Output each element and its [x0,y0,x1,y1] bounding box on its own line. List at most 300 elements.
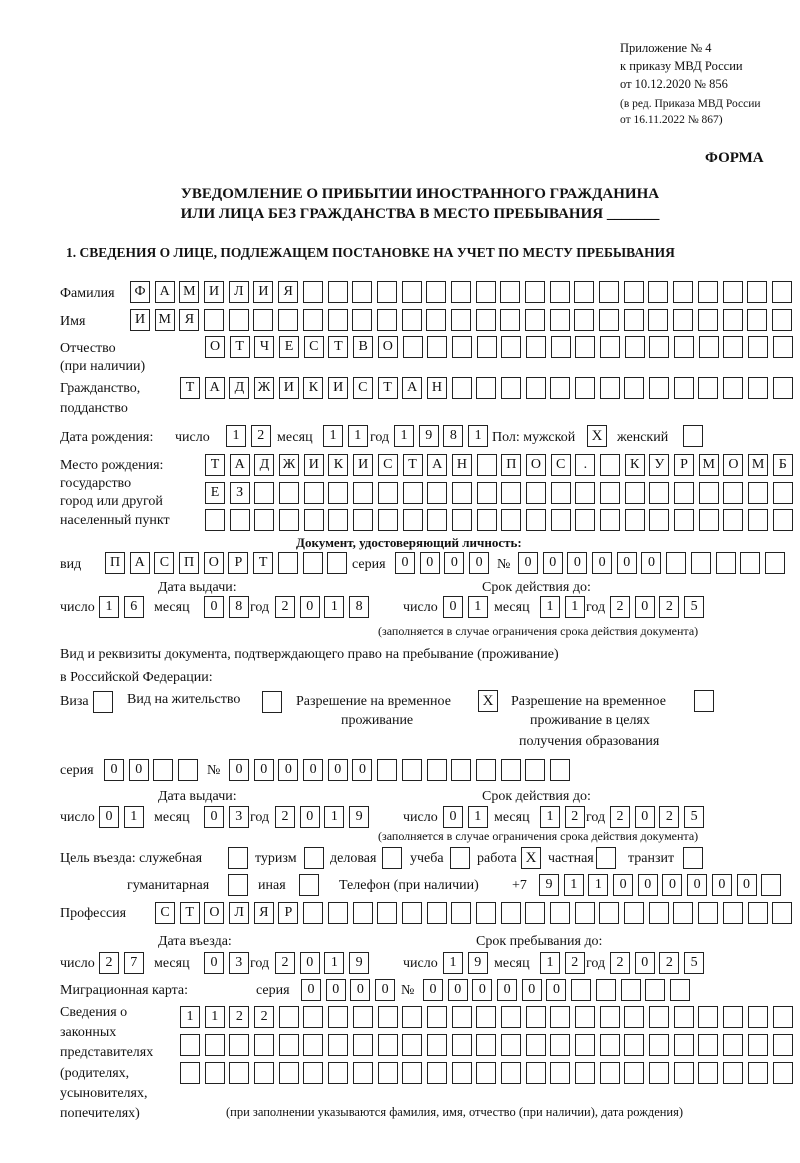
char-cell[interactable] [230,509,250,531]
char-cell[interactable] [501,902,521,924]
char-cell[interactable] [501,1062,521,1084]
char-cell[interactable] [304,482,324,504]
char-cell[interactable] [304,509,324,531]
char-cell[interactable] [254,1034,274,1056]
char-cell[interactable]: 1 [540,952,560,974]
char-cell[interactable] [476,309,496,331]
char-cell[interactable]: И [253,281,273,303]
char-cell[interactable] [699,482,719,504]
char-cell[interactable] [600,1034,620,1056]
char-cell[interactable]: Л [229,902,249,924]
char-cell[interactable]: И [279,377,299,399]
char-cell[interactable] [574,281,594,303]
char-cell[interactable]: Я [179,309,199,331]
char-cell[interactable]: 0 [522,979,542,1001]
permit-valid-year-field[interactable] [610,806,704,828]
char-cell[interactable] [674,1034,694,1056]
char-cell[interactable] [526,1034,546,1056]
char-cell[interactable]: 1 [394,425,414,447]
char-cell[interactable] [378,482,398,504]
char-cell[interactable]: 1 [99,596,119,618]
id-series-field[interactable] [395,552,489,574]
char-cell[interactable] [526,336,546,358]
char-cell[interactable]: 0 [638,874,658,896]
char-cell[interactable]: Т [205,454,225,476]
char-cell[interactable] [648,281,668,303]
char-cell[interactable] [748,336,768,358]
char-cell[interactable] [501,759,521,781]
char-cell[interactable] [279,1034,299,1056]
permit-valid-day-field[interactable] [443,806,488,828]
char-cell[interactable] [716,552,736,574]
char-cell[interactable] [501,482,521,504]
surname-field[interactable] [130,281,792,303]
char-cell[interactable]: 0 [204,952,224,974]
char-cell[interactable] [674,1062,694,1084]
migration-number-field[interactable] [423,979,690,1001]
char-cell[interactable]: 0 [328,759,348,781]
char-cell[interactable] [600,336,620,358]
char-cell[interactable] [698,1034,718,1056]
char-cell[interactable] [575,482,595,504]
sex-male-checkbox[interactable]: X [587,425,607,447]
char-cell[interactable] [253,309,273,331]
char-cell[interactable] [352,281,372,303]
char-cell[interactable] [551,336,571,358]
char-cell[interactable] [551,482,571,504]
char-cell[interactable]: Д [229,377,249,399]
char-cell[interactable] [674,482,694,504]
char-cell[interactable]: 0 [613,874,633,896]
char-cell[interactable] [723,1006,743,1028]
purpose-study-checkbox[interactable] [450,847,470,869]
char-cell[interactable] [624,1006,644,1028]
char-cell[interactable] [575,509,595,531]
char-cell[interactable] [353,509,373,531]
char-cell[interactable] [427,1034,447,1056]
char-cell[interactable]: Ж [279,454,299,476]
char-cell[interactable]: 0 [423,979,443,1001]
char-cell[interactable] [476,281,496,303]
char-cell[interactable]: О [204,552,224,574]
char-cell[interactable]: 0 [518,552,538,574]
char-cell[interactable]: А [205,377,225,399]
char-cell[interactable] [649,482,669,504]
char-cell[interactable] [748,377,768,399]
char-cell[interactable]: Е [279,336,299,358]
char-cell[interactable] [698,309,718,331]
char-cell[interactable] [773,482,793,504]
migration-series-field[interactable] [301,979,395,1001]
permit-issue-month-field[interactable] [204,806,249,828]
patronymic-field[interactable] [205,336,793,358]
char-cell[interactable] [303,309,323,331]
char-cell[interactable] [624,1034,644,1056]
char-cell[interactable] [476,1034,496,1056]
char-cell[interactable] [229,1034,249,1056]
char-cell[interactable]: А [230,454,250,476]
char-cell[interactable] [403,509,423,531]
phone-field[interactable] [539,874,781,896]
char-cell[interactable] [403,336,423,358]
char-cell[interactable] [773,1062,793,1084]
char-cell[interactable]: 0 [662,874,682,896]
char-cell[interactable] [180,1034,200,1056]
char-cell[interactable]: 1 [565,596,585,618]
char-cell[interactable] [723,309,743,331]
char-cell[interactable] [229,309,249,331]
char-cell[interactable]: 0 [567,552,587,574]
char-cell[interactable] [477,482,497,504]
char-cell[interactable] [699,509,719,531]
char-cell[interactable]: 0 [204,806,224,828]
char-cell[interactable]: 2 [659,596,679,618]
char-cell[interactable] [501,1034,521,1056]
char-cell[interactable] [600,1006,620,1028]
char-cell[interactable] [600,482,620,504]
char-cell[interactable]: С [154,552,174,574]
char-cell[interactable] [451,759,471,781]
char-cell[interactable]: . [575,454,595,476]
char-cell[interactable] [723,1062,743,1084]
char-cell[interactable] [772,281,792,303]
char-cell[interactable] [526,482,546,504]
char-cell[interactable] [649,377,669,399]
char-cell[interactable] [670,979,690,1001]
edu-residence-checkbox[interactable] [694,690,714,712]
char-cell[interactable] [501,377,521,399]
char-cell[interactable] [328,1062,348,1084]
char-cell[interactable] [476,377,496,399]
name-field[interactable] [130,309,792,331]
char-cell[interactable] [748,1062,768,1084]
char-cell[interactable] [377,759,397,781]
char-cell[interactable]: 0 [443,596,463,618]
char-cell[interactable] [279,1006,299,1028]
sex-female-checkbox[interactable] [683,425,703,447]
char-cell[interactable]: 0 [204,596,224,618]
char-cell[interactable] [303,281,323,303]
char-cell[interactable] [402,309,422,331]
char-cell[interactable] [748,1034,768,1056]
char-cell[interactable]: Т [378,377,398,399]
char-cell[interactable] [353,1062,373,1084]
char-cell[interactable] [328,309,348,331]
char-cell[interactable]: Р [674,454,694,476]
birthplace-field-2[interactable] [205,482,793,504]
char-cell[interactable] [526,509,546,531]
purpose-transit-checkbox[interactable] [683,847,703,869]
char-cell[interactable]: 0 [497,979,517,1001]
char-cell[interactable] [674,377,694,399]
char-cell[interactable]: 1 [348,425,368,447]
char-cell[interactable] [674,336,694,358]
char-cell[interactable] [526,1062,546,1084]
char-cell[interactable]: 2 [610,596,630,618]
visa-checkbox[interactable] [93,691,113,713]
permit-number-field[interactable] [229,759,570,781]
char-cell[interactable]: 0 [300,806,320,828]
id-number-field[interactable] [518,552,785,574]
char-cell[interactable]: 5 [684,806,704,828]
char-cell[interactable]: 9 [419,425,439,447]
char-cell[interactable] [254,482,274,504]
char-cell[interactable]: 1 [205,1006,225,1028]
char-cell[interactable] [624,902,644,924]
char-cell[interactable] [698,377,718,399]
char-cell[interactable] [575,1006,595,1028]
char-cell[interactable] [773,1034,793,1056]
char-cell[interactable]: 9 [349,806,369,828]
char-cell[interactable]: 0 [635,952,655,974]
char-cell[interactable] [180,1062,200,1084]
char-cell[interactable] [599,281,619,303]
char-cell[interactable]: И [304,454,324,476]
char-cell[interactable]: Б [773,454,793,476]
entry-year-field[interactable] [275,952,369,974]
char-cell[interactable] [353,1006,373,1028]
char-cell[interactable] [254,509,274,531]
char-cell[interactable] [772,309,792,331]
char-cell[interactable] [427,482,447,504]
char-cell[interactable] [427,1006,447,1028]
char-cell[interactable] [723,509,743,531]
char-cell[interactable]: 2 [565,952,585,974]
char-cell[interactable]: С [304,336,324,358]
birth-day-field[interactable] [226,425,271,447]
char-cell[interactable]: 0 [300,952,320,974]
char-cell[interactable]: П [179,552,199,574]
char-cell[interactable] [574,309,594,331]
char-cell[interactable] [327,552,347,574]
entry-month-field[interactable] [204,952,249,974]
char-cell[interactable]: Т [230,336,250,358]
id-kind-field[interactable] [105,552,347,574]
char-cell[interactable] [452,1034,472,1056]
char-cell[interactable]: М [155,309,175,331]
birthplace-field-3[interactable] [205,509,793,531]
purpose-official-checkbox[interactable] [228,847,248,869]
char-cell[interactable]: 0 [395,552,415,574]
char-cell[interactable] [451,309,471,331]
entry-day-field[interactable] [99,952,144,974]
char-cell[interactable]: 1 [324,596,344,618]
char-cell[interactable]: И [204,281,224,303]
char-cell[interactable]: С [155,902,175,924]
char-cell[interactable] [723,377,743,399]
char-cell[interactable] [723,902,743,924]
char-cell[interactable]: Т [403,454,423,476]
char-cell[interactable] [698,1006,718,1028]
char-cell[interactable] [550,281,570,303]
char-cell[interactable] [649,1062,669,1084]
residence-checkbox[interactable] [262,691,282,713]
char-cell[interactable]: Н [427,377,447,399]
profession-field[interactable] [155,902,792,924]
char-cell[interactable]: 2 [275,952,295,974]
char-cell[interactable]: О [526,454,546,476]
purpose-humanitarian-checkbox[interactable] [228,874,248,896]
char-cell[interactable] [625,509,645,531]
char-cell[interactable] [765,552,785,574]
char-cell[interactable]: 2 [251,425,271,447]
char-cell[interactable]: Т [180,902,200,924]
char-cell[interactable] [698,1062,718,1084]
char-cell[interactable] [666,552,686,574]
char-cell[interactable]: 2 [275,806,295,828]
char-cell[interactable] [691,552,711,574]
temp-residence-checkbox[interactable]: X [478,690,498,712]
char-cell[interactable]: 2 [229,1006,249,1028]
char-cell[interactable]: 2 [275,596,295,618]
char-cell[interactable] [699,336,719,358]
char-cell[interactable] [747,309,767,331]
char-cell[interactable] [645,979,665,1001]
char-cell[interactable] [525,281,545,303]
char-cell[interactable]: 0 [472,979,492,1001]
char-cell[interactable]: 9 [468,952,488,974]
char-cell[interactable] [402,759,422,781]
char-cell[interactable] [328,482,348,504]
char-cell[interactable] [575,902,595,924]
char-cell[interactable]: Т [253,552,273,574]
char-cell[interactable] [279,482,299,504]
char-cell[interactable] [600,454,620,476]
char-cell[interactable]: 2 [565,806,585,828]
birthplace-field-1[interactable] [205,454,793,476]
char-cell[interactable] [205,1062,225,1084]
char-cell[interactable] [451,281,471,303]
char-cell[interactable] [476,759,496,781]
char-cell[interactable] [229,1062,249,1084]
char-cell[interactable]: И [130,309,150,331]
char-cell[interactable] [500,281,520,303]
char-cell[interactable] [550,902,570,924]
char-cell[interactable] [748,482,768,504]
char-cell[interactable]: С [378,454,398,476]
char-cell[interactable] [328,509,348,531]
char-cell[interactable]: Е [205,482,225,504]
char-cell[interactable]: 9 [539,874,559,896]
char-cell[interactable]: Р [228,552,248,574]
char-cell[interactable] [575,377,595,399]
char-cell[interactable]: К [328,454,348,476]
char-cell[interactable]: 0 [443,806,463,828]
char-cell[interactable] [625,482,645,504]
char-cell[interactable]: 0 [448,979,468,1001]
char-cell[interactable] [279,1062,299,1084]
char-cell[interactable] [353,482,373,504]
char-cell[interactable] [723,482,743,504]
char-cell[interactable]: А [402,377,422,399]
char-cell[interactable] [674,509,694,531]
char-cell[interactable]: А [427,454,447,476]
stay-year-field[interactable] [610,952,704,974]
char-cell[interactable] [427,902,447,924]
char-cell[interactable] [427,759,447,781]
char-cell[interactable] [501,336,521,358]
char-cell[interactable] [624,309,644,331]
char-cell[interactable] [378,1062,398,1084]
char-cell[interactable] [773,1006,793,1028]
char-cell[interactable] [649,509,669,531]
char-cell[interactable]: П [501,454,521,476]
char-cell[interactable] [205,509,225,531]
char-cell[interactable] [599,309,619,331]
char-cell[interactable] [378,1006,398,1028]
char-cell[interactable]: К [303,377,323,399]
char-cell[interactable]: 1 [324,806,344,828]
char-cell[interactable] [476,1006,496,1028]
char-cell[interactable]: М [179,281,199,303]
stay-month-field[interactable] [540,952,585,974]
char-cell[interactable]: П [105,552,125,574]
char-cell[interactable]: С [551,454,571,476]
char-cell[interactable] [303,1062,323,1084]
char-cell[interactable] [773,377,793,399]
char-cell[interactable]: 0 [301,979,321,1001]
char-cell[interactable] [673,281,693,303]
birth-month-field[interactable] [323,425,368,447]
char-cell[interactable] [278,309,298,331]
purpose-other-checkbox[interactable] [299,874,319,896]
char-cell[interactable]: 1 [324,952,344,974]
char-cell[interactable]: 0 [592,552,612,574]
char-cell[interactable]: О [723,454,743,476]
char-cell[interactable]: 0 [712,874,732,896]
char-cell[interactable] [452,482,472,504]
char-cell[interactable]: И [353,454,373,476]
char-cell[interactable] [698,281,718,303]
purpose-work-checkbox[interactable]: X [521,847,541,869]
char-cell[interactable]: 0 [687,874,707,896]
char-cell[interactable]: 1 [564,874,584,896]
reps-field-1[interactable] [180,1006,793,1028]
char-cell[interactable] [673,309,693,331]
char-cell[interactable]: Я [278,281,298,303]
char-cell[interactable]: 0 [352,759,372,781]
char-cell[interactable]: 2 [610,952,630,974]
char-cell[interactable] [352,309,372,331]
char-cell[interactable] [451,902,471,924]
char-cell[interactable]: М [699,454,719,476]
char-cell[interactable] [377,309,397,331]
char-cell[interactable] [501,509,521,531]
char-cell[interactable] [526,377,546,399]
char-cell[interactable]: 0 [99,806,119,828]
char-cell[interactable] [452,1062,472,1084]
char-cell[interactable] [575,336,595,358]
char-cell[interactable]: 0 [375,979,395,1001]
id-valid-day-field[interactable] [443,596,488,618]
char-cell[interactable] [625,336,645,358]
char-cell[interactable]: 8 [229,596,249,618]
char-cell[interactable]: Ф [130,281,150,303]
char-cell[interactable]: 0 [469,552,489,574]
char-cell[interactable]: В [353,336,373,358]
char-cell[interactable] [477,454,497,476]
char-cell[interactable] [477,336,497,358]
char-cell[interactable]: 3 [229,952,249,974]
char-cell[interactable] [178,759,198,781]
char-cell[interactable] [378,509,398,531]
char-cell[interactable] [353,902,373,924]
char-cell[interactable] [278,552,298,574]
char-cell[interactable] [501,1006,521,1028]
char-cell[interactable] [673,902,693,924]
char-cell[interactable]: 5 [684,596,704,618]
char-cell[interactable]: 1 [443,952,463,974]
